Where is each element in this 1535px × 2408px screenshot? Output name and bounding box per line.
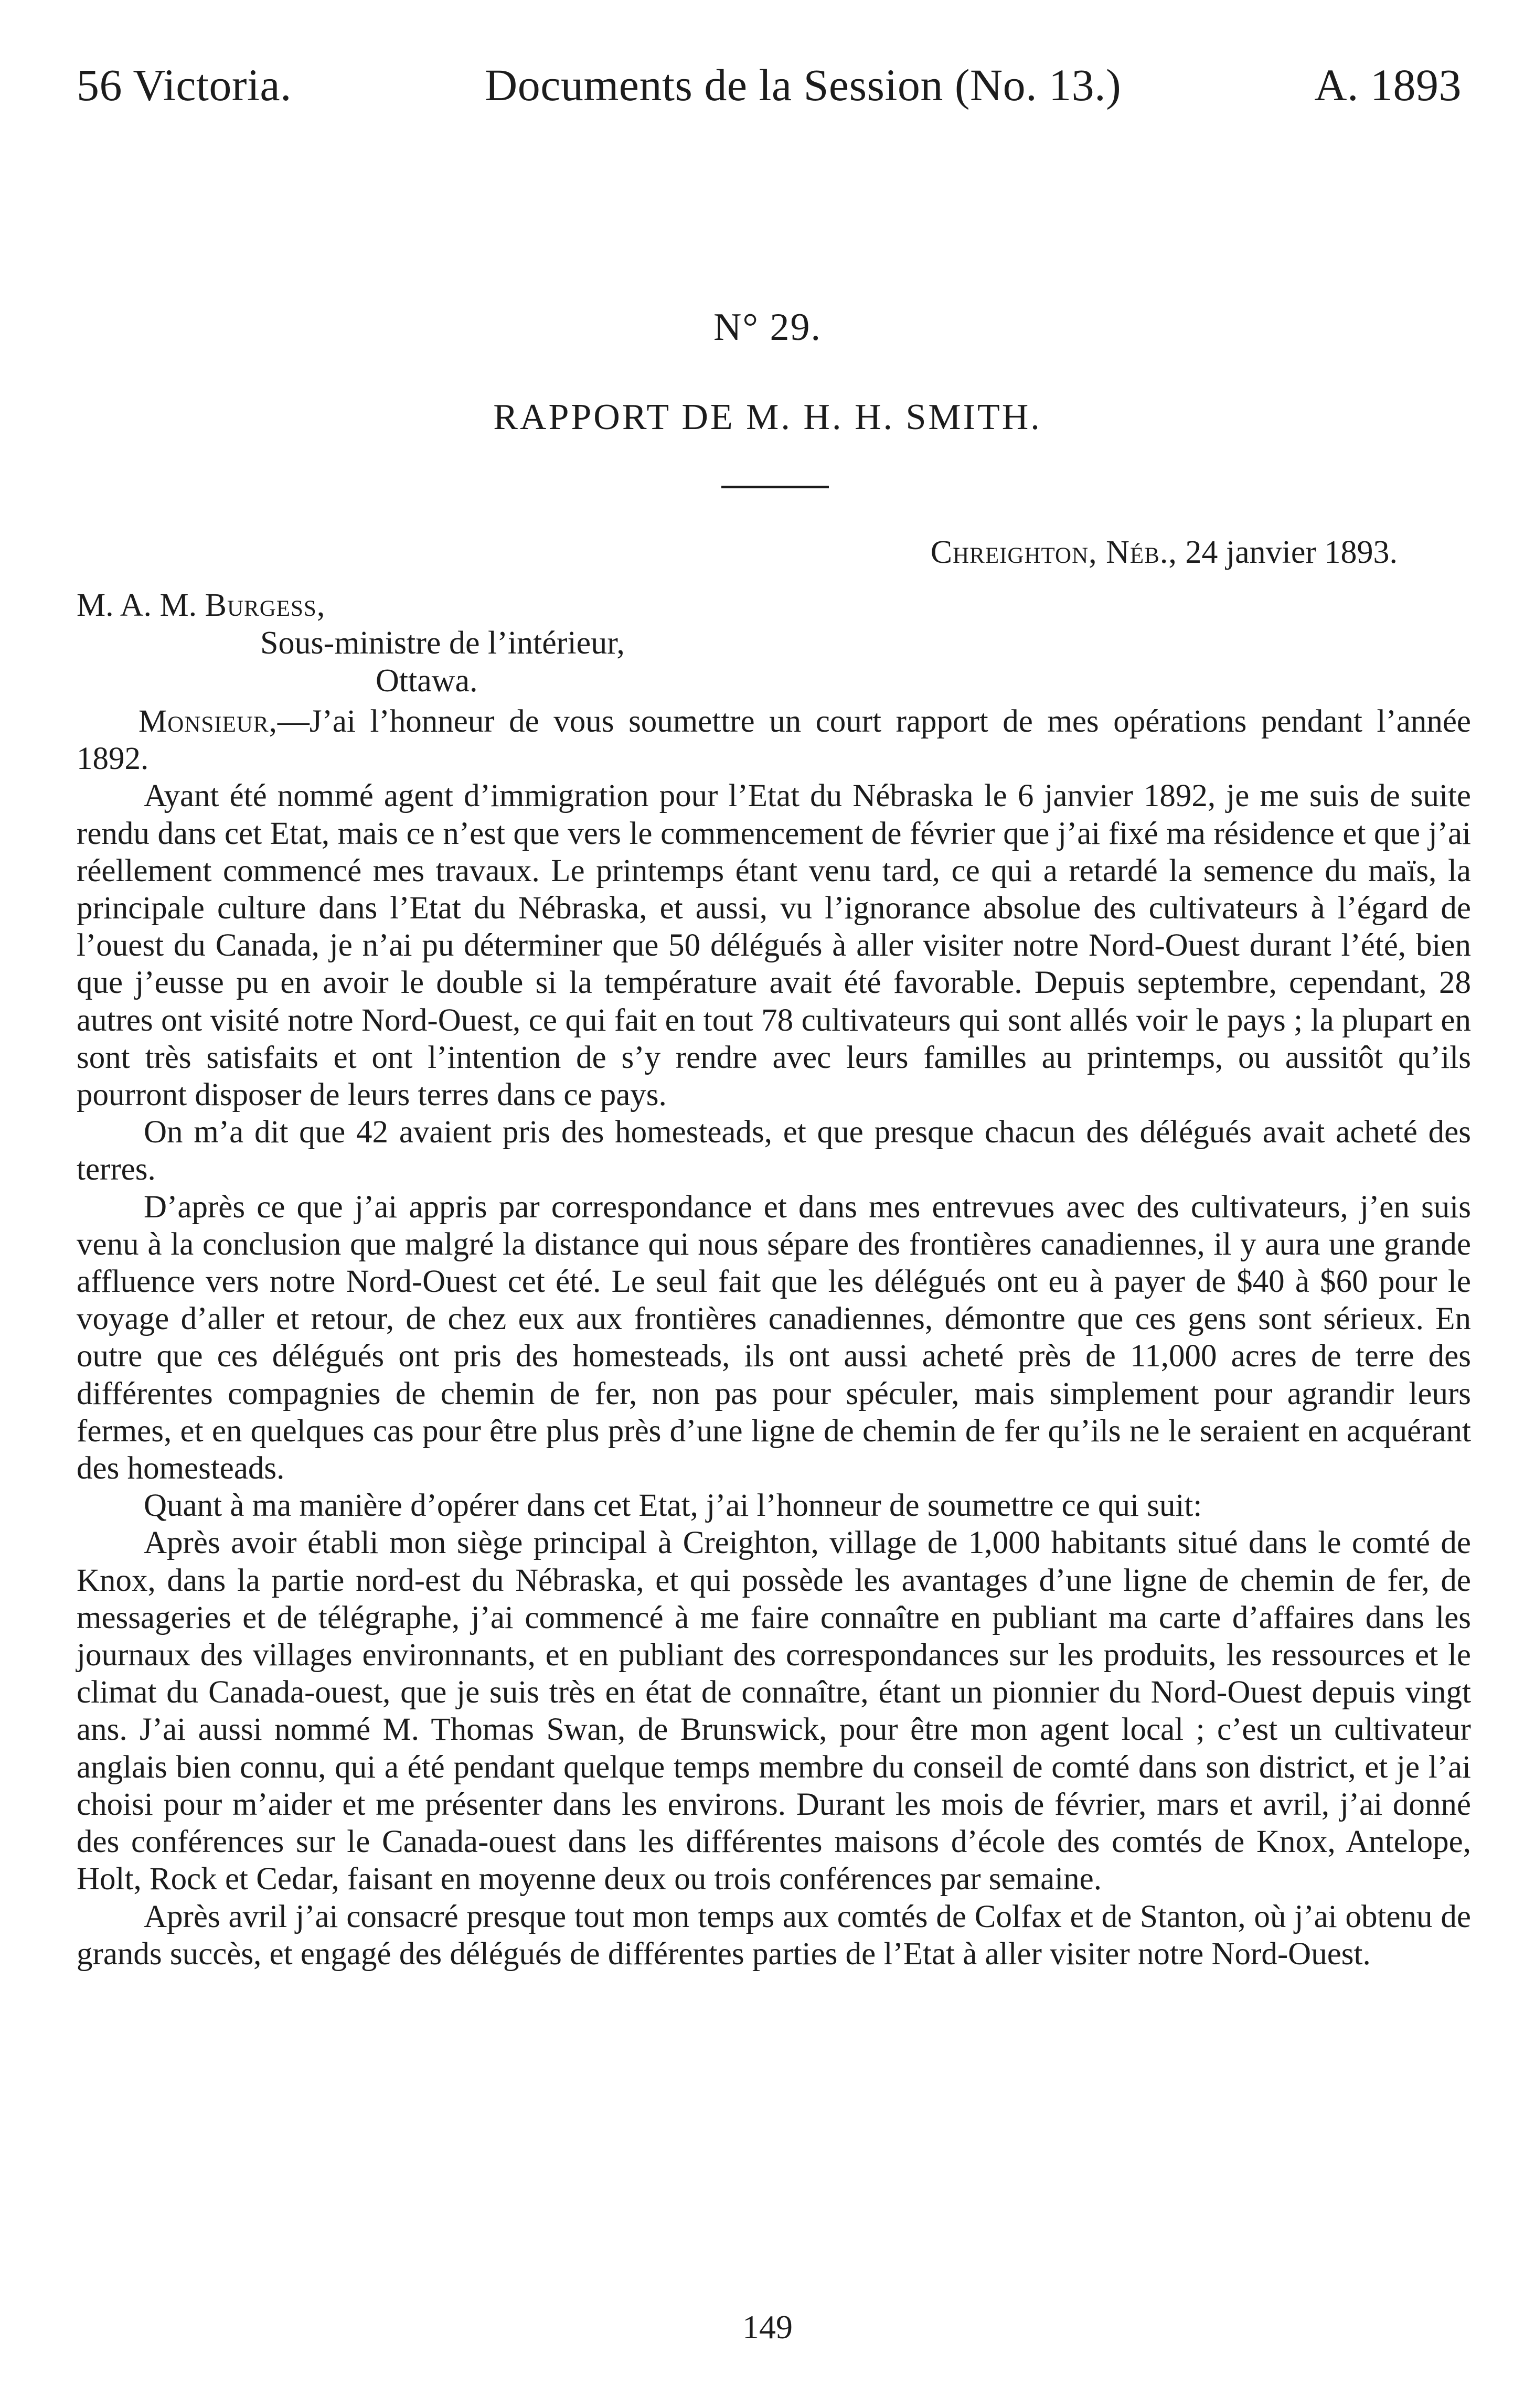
paragraph-1 xyxy=(77,703,1471,777)
page-number: 149 xyxy=(742,2308,793,2346)
dateline-place: Chreighton, Néb., xyxy=(930,534,1177,570)
recipient-title: Sous-ministre de l’intérieur, xyxy=(260,625,625,661)
dateline xyxy=(931,534,1398,571)
header-session-year: 56 Victoria. xyxy=(77,60,292,110)
recipient-name-prefix: M. A. M. xyxy=(77,587,205,623)
title-divider xyxy=(721,486,829,488)
paragraph-6: Après avoir établi mon siège principal à Creighton, village de 1,000 habitants situé dans le comté de Knox, dans la partie nord-est du Nébraska, et qui possède les avantages d’une ligne de chemin de fer, de messageries et de télégraphe, j’ai commencé à me faire connaître en publiant ma carte d’affaires dans les journaux des villages environnants, et en publiant des correspondances sur les produits, les ressources et le climat du Canada-ouest, que je suis très en état de connaître, étant un pionnier du Nord-Ouest depuis vingt ans. J’ai aussi nommé M. Thomas Swan, de Brunswick, pour être mon agent local ; c’est un cultivateur anglais bien connu, qui a été pendant quelque temps membre du conseil de comté dans son district, et je l’ai choisi pour m’aider et me présenter dans les environs. Durant les mois de février, mars et avril, j’ai donné des conférences sur le Canada-ouest dans les différentes maisons d’école des comtés de Knox, Antelope, Holt, Rock et Cedar, faisant en moyenne deux ou trois conférences par semaine. xyxy=(77,1525,1471,1897)
paragraph-7: Après avril j’ai consacré presque tout mon temps aux comtés de Colfax et de Stanton, où j’ai obtenu de grands succès, et engagé des délégués de différentes parties de l’Etat à aller visiter notre Nord-Ouest. xyxy=(77,1899,1471,1972)
paragraph-5: Quant à ma manière d’opérer dans cet Etat, j’ai l’honneur de soumettre ce qui suit: xyxy=(144,1488,1202,1524)
paragraph-1-text: —J’ai l’honneur de vous soumettre un court rapport de mes opérations pendant l’année 1892. xyxy=(77,704,1471,777)
document-title: RAPPORT DE M. H. H. SMITH. xyxy=(493,397,1042,437)
running-header xyxy=(77,59,1462,111)
document-number: N° 29. xyxy=(713,306,822,349)
recipient-address xyxy=(77,586,625,700)
recipient-city: Ottawa. xyxy=(376,663,478,699)
paragraph-4: D’après ce que j’ai appris par correspondance et dans mes entrevues avec des cultivateurs, j’en suis venu à la conclusion que malgré la distance qui nous sépare des frontières canadiennes, il y aura une grande affluence vers notre Nord-Ouest cet été. Le seul fait que les délégués ont eu à payer de $40 à $60 pour le voyage d’aller et retour, de chez eux aux frontières canadiennes, démontre que ces gens sont sérieux. En outre que ces délégués ont pris des homesteads, ils ont aussi acheté près de 11,000 acres de terre des différentes compagnies de chemin de fer, non pas pour spéculer, mais simplement pour agrandir leurs fermes, et en quelques cas pour être plus près d’une ligne de chemin de fer qu’ils ne le seraient en acquérant des homesteads. xyxy=(77,1189,1471,1486)
header-document-series: Documents de la Session (No. 13.) xyxy=(485,60,1122,110)
recipient-name-line xyxy=(77,586,625,624)
paragraph-3: On m’a dit que 42 avaient pris des homesteads, et que presque chacun des délégués avait acheté des terres. xyxy=(77,1115,1471,1187)
dateline-date: 24 janvier 1893. xyxy=(1177,534,1398,570)
recipient-name: Burgess, xyxy=(205,587,326,623)
header-year: A. 1893 xyxy=(1314,60,1462,110)
paragraph-2: Ayant été nommé agent d’immigration pour l’Etat du Nébraska le 6 janvier 1892, je me suis de suite rendu dans cet Etat, mais ce n’est que vers le commencement de février que j’ai fixé ma résidence et que j’ai réellement commencé mes travaux. Le printemps étant venu tard, ce qui a retardé la semence du maïs, la principale culture dans l’Etat du Nébraska, et aussi, vu l’ignorance absolue des cultivateurs à l’égard de l’ouest du Canada, je n’ai pu déterminer que 50 délégués à aller visiter notre Nord-Ouest durant l’été, bien que j’eusse pu en avoir le double si la température avait été favorable. Depuis septembre, cependant, 28 autres ont visité notre Nord-Ouest, ce qui fait en tout 78 cultivateurs qui sont allés voir le pays ; la plupart en sont très satisfaits et ont l’intention de s’y rendre avec leurs familles au printemps, ou aussitôt qu’ils pourront disposer de leurs terres dans ce pays. xyxy=(77,778,1471,1113)
letter-body xyxy=(77,703,1471,1973)
salutation: Monsieur, xyxy=(138,704,278,739)
